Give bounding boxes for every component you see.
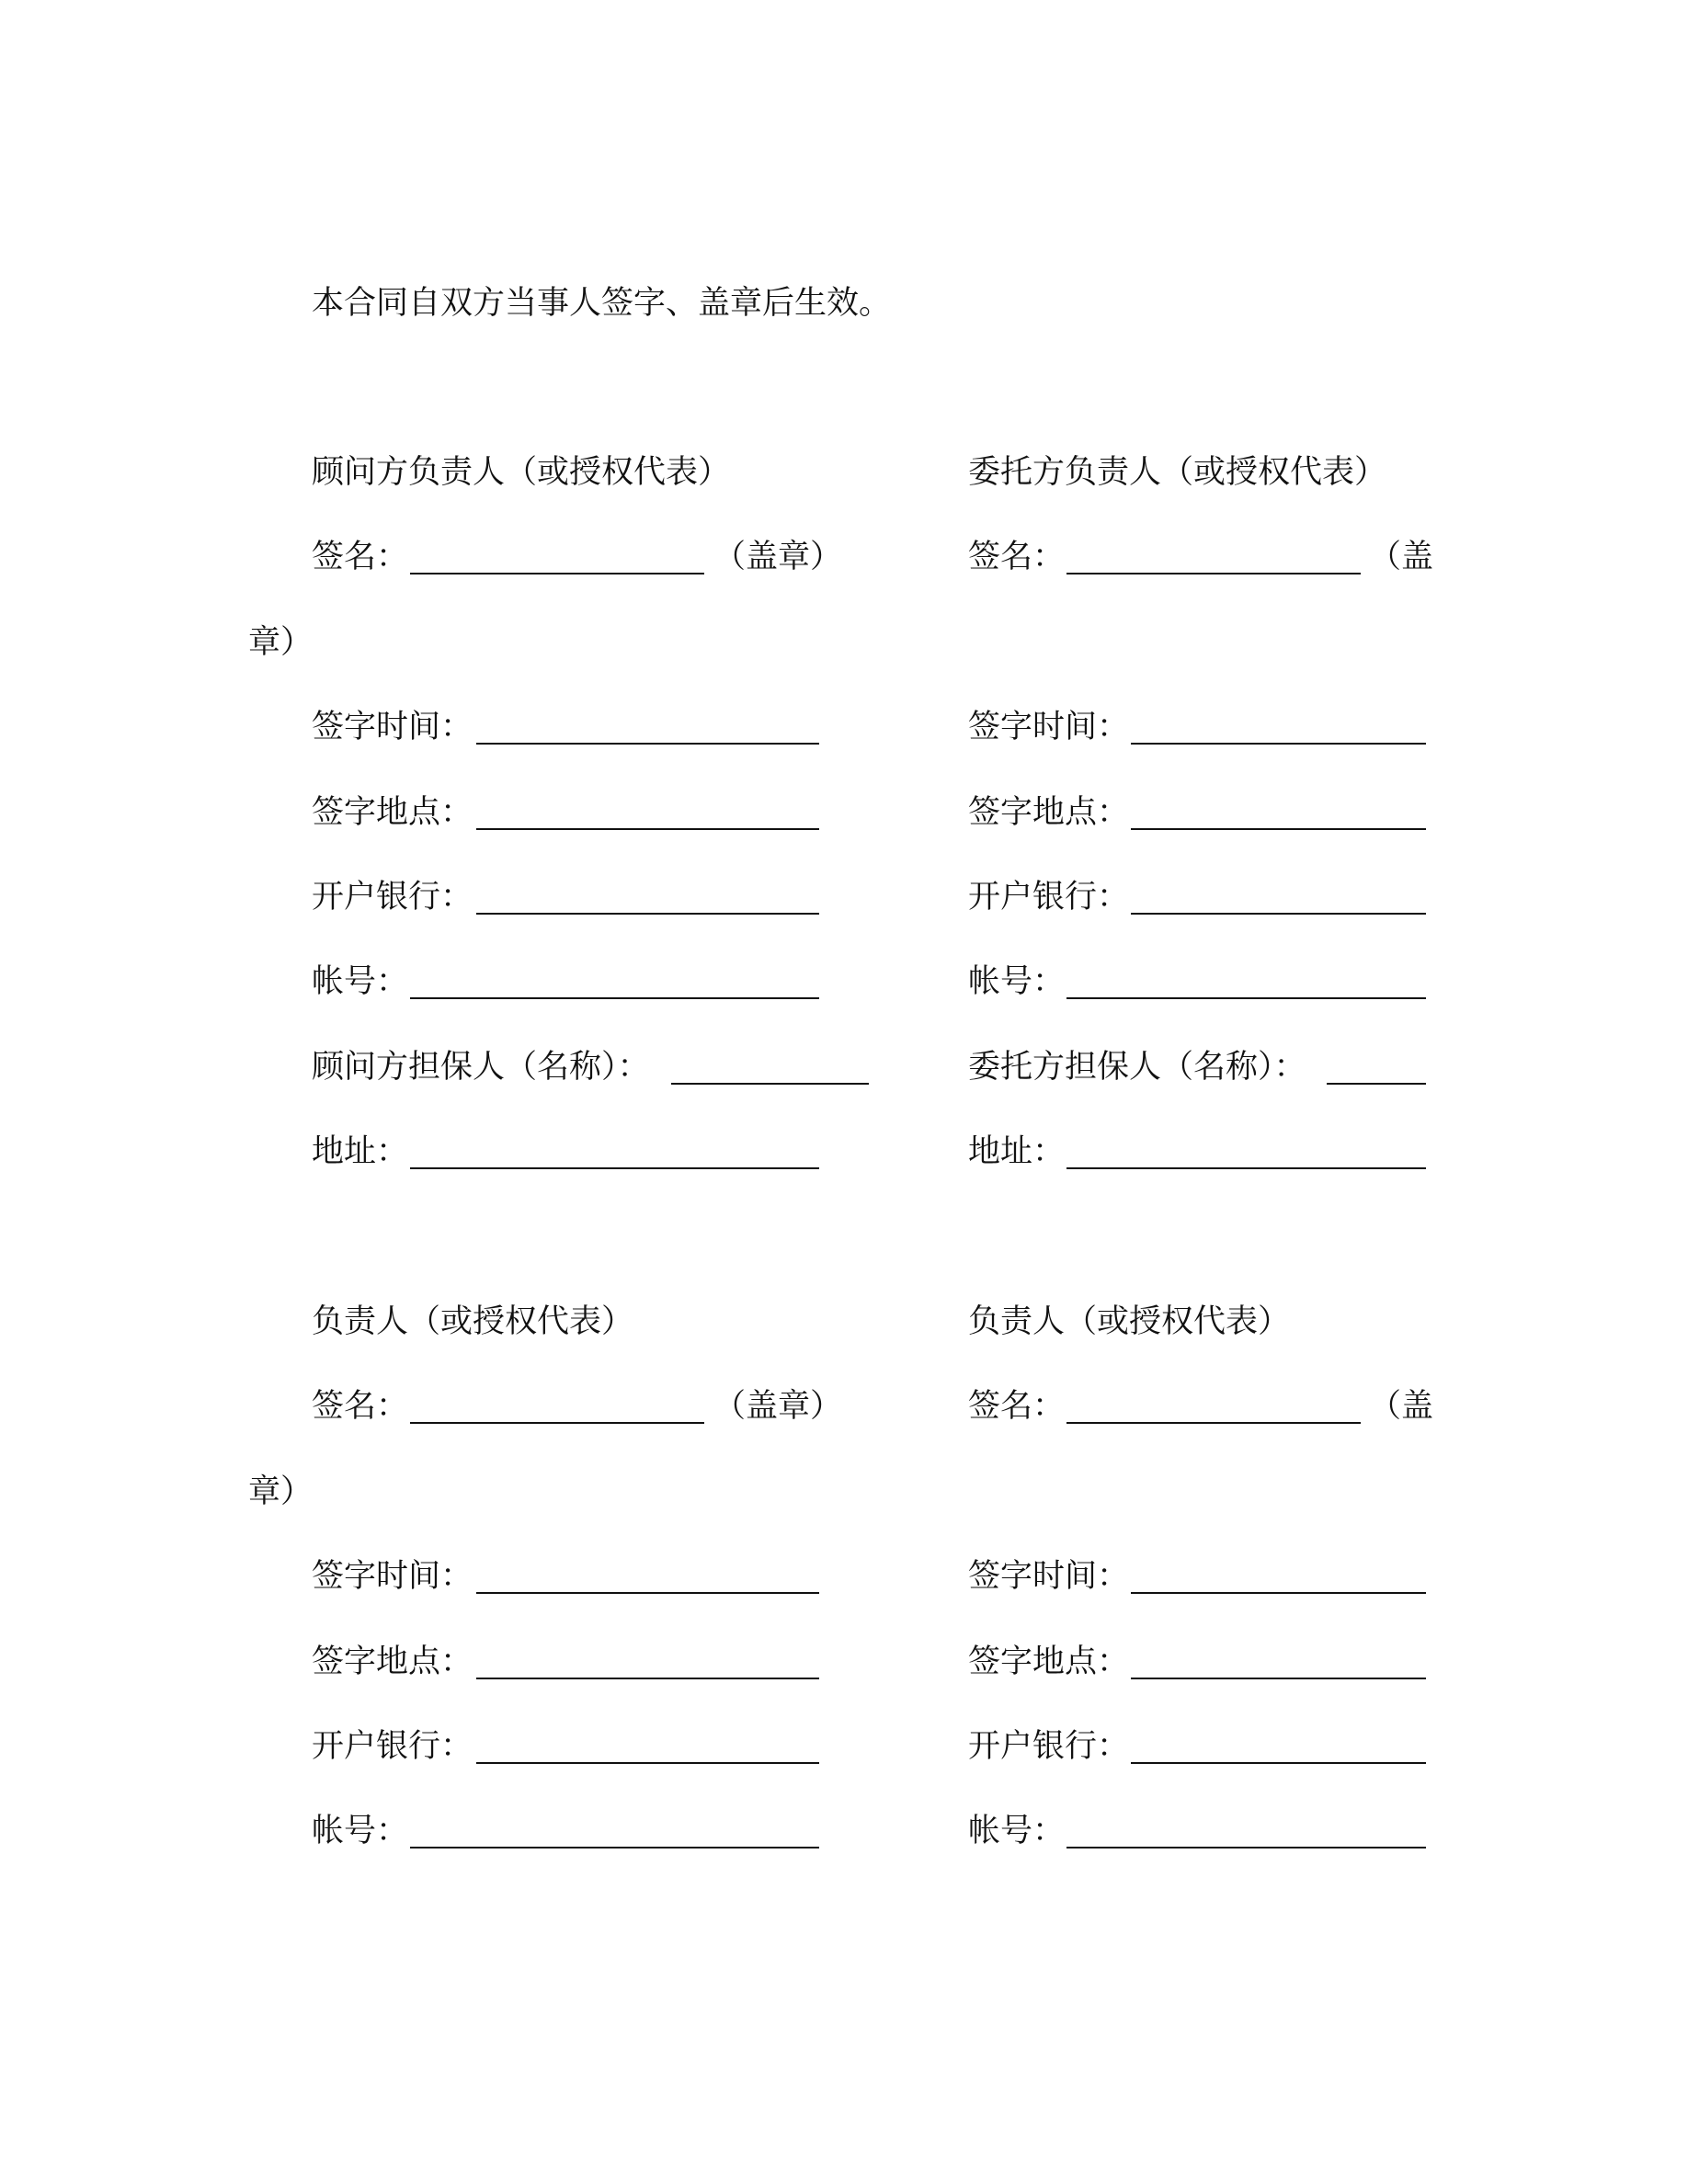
right-signature-line[interactable] xyxy=(1066,1422,1361,1424)
right-bank-line[interactable] xyxy=(1131,1762,1426,1764)
left-address-label: 地址： xyxy=(312,1133,409,1171)
left-bank-label: 开户银行： xyxy=(312,1728,473,1765)
left-signature-line[interactable] xyxy=(410,1422,704,1424)
left-bank-line[interactable] xyxy=(476,1762,819,1764)
right-guarantor-line[interactable] xyxy=(1327,1083,1426,1085)
seal-label: （盖章） xyxy=(713,539,843,576)
seal-label: （盖章） xyxy=(713,1388,843,1426)
left-account-label: 帐号： xyxy=(312,963,409,1001)
left-sign-place-line[interactable] xyxy=(476,828,819,830)
left-account-line[interactable] xyxy=(410,997,819,999)
left-account-line[interactable] xyxy=(410,1847,819,1848)
left-heading: 负责人（或授权代表） xyxy=(312,1303,634,1340)
right-heading: 委托方负责人（或授权代表） xyxy=(968,454,1387,491)
right-sign-time-label: 签字时间： xyxy=(968,709,1130,746)
right-sign-place-line[interactable] xyxy=(1131,1678,1426,1679)
right-bank-label: 开户银行： xyxy=(968,879,1130,916)
right-address-line[interactable] xyxy=(1066,1167,1426,1169)
left-signature-line[interactable] xyxy=(410,573,704,574)
right-sign-place-line[interactable] xyxy=(1131,828,1426,830)
right-address-label: 地址： xyxy=(968,1133,1066,1171)
right-sign-place-label: 签字地点： xyxy=(968,793,1130,831)
right-sign-time-line[interactable] xyxy=(1131,1592,1426,1594)
right-sign-time-line[interactable] xyxy=(1131,743,1426,745)
left-sign-place-label: 签字地点： xyxy=(312,1643,473,1680)
right-sign-time-label: 签字时间： xyxy=(968,1558,1130,1596)
right-account-label: 帐号： xyxy=(968,1813,1066,1850)
left-address-line[interactable] xyxy=(410,1167,819,1169)
right-guarantor-label: 委托方担保人（名称）： xyxy=(968,1048,1306,1086)
seal-label: （盖 xyxy=(1369,1388,1434,1426)
right-account-line[interactable] xyxy=(1066,1847,1426,1848)
left-sign-place-label: 签字地点： xyxy=(312,793,473,831)
right-bank-line[interactable] xyxy=(1131,913,1426,915)
right-bank-label: 开户银行： xyxy=(968,1728,1130,1765)
intro-text: 本合同自双方当事人签字、盖章后生效。 xyxy=(312,285,892,322)
left-bank-label: 开户银行： xyxy=(312,879,473,916)
left-signature-label: 签名： xyxy=(312,539,409,576)
right-sign-place-label: 签字地点： xyxy=(968,1643,1130,1680)
right-signature-line[interactable] xyxy=(1066,573,1361,574)
left-signature-label: 签名： xyxy=(312,1388,409,1426)
left-sign-time-label: 签字时间： xyxy=(312,709,473,746)
left-guarantor-label: 顾问方担保人（名称）： xyxy=(312,1048,650,1086)
left-account-label: 帐号： xyxy=(312,1813,409,1850)
seal-wrap: 章） xyxy=(248,1473,314,1510)
left-heading: 顾问方负责人（或授权代表） xyxy=(312,454,731,491)
left-sign-time-label: 签字时间： xyxy=(312,1558,473,1596)
seal-wrap: 章） xyxy=(248,623,314,661)
right-account-label: 帐号： xyxy=(968,963,1066,1001)
right-heading: 负责人（或授权代表） xyxy=(968,1303,1291,1340)
right-account-line[interactable] xyxy=(1066,997,1426,999)
left-sign-time-line[interactable] xyxy=(476,743,819,745)
left-guarantor-line[interactable] xyxy=(671,1083,869,1085)
right-signature-label: 签名： xyxy=(968,539,1066,576)
left-bank-line[interactable] xyxy=(476,913,819,915)
seal-label: （盖 xyxy=(1369,539,1434,576)
left-sign-place-line[interactable] xyxy=(476,1678,819,1679)
right-signature-label: 签名： xyxy=(968,1388,1066,1426)
left-sign-time-line[interactable] xyxy=(476,1592,819,1594)
